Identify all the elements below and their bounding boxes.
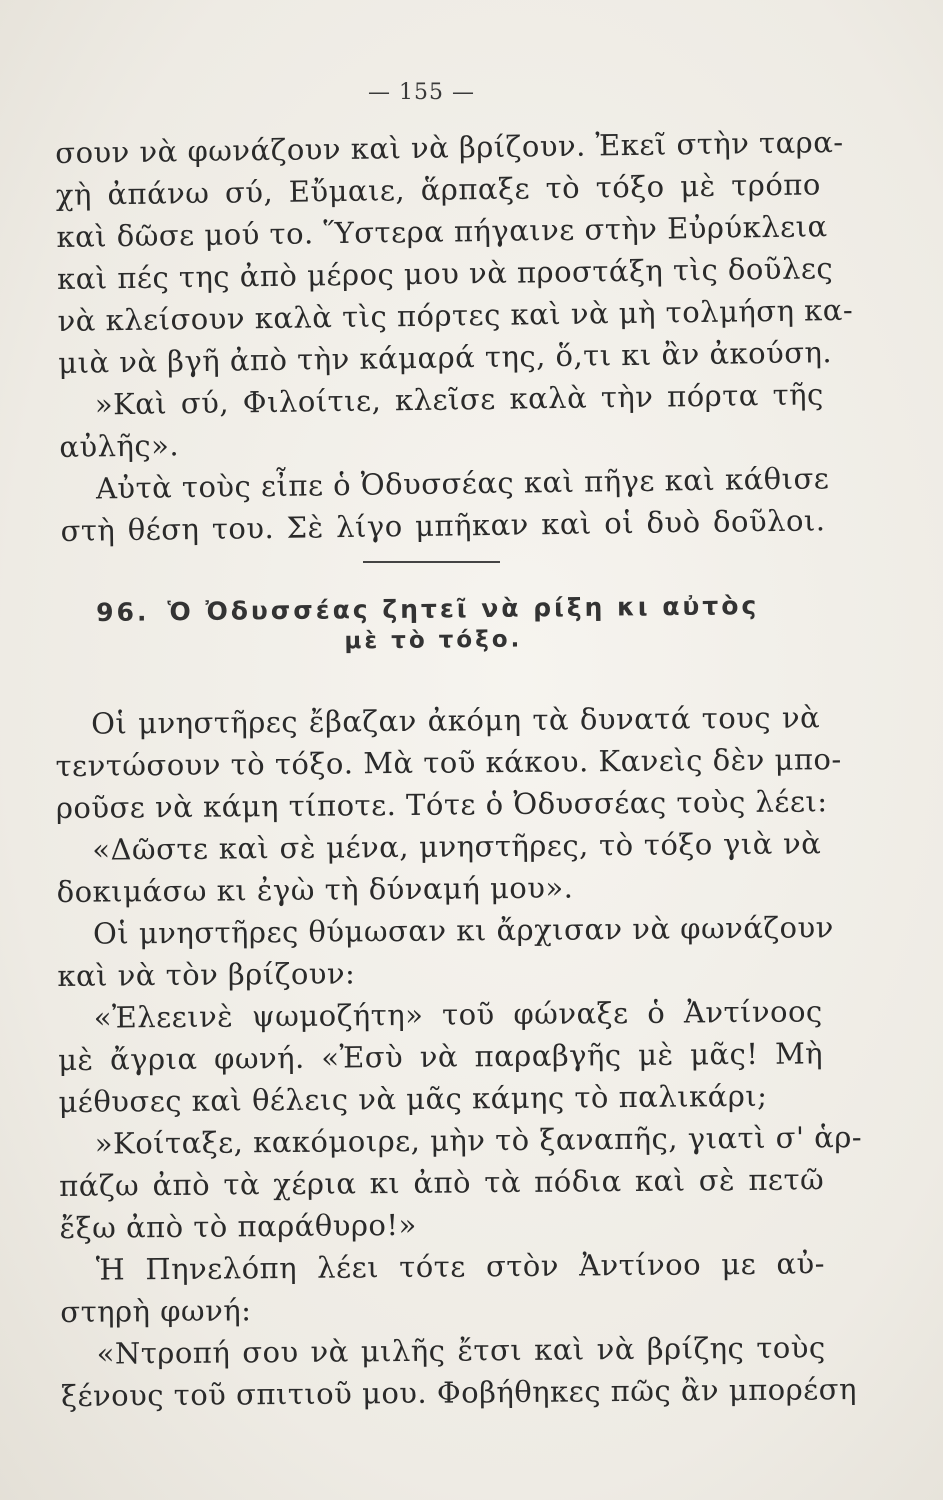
section-divider <box>363 561 500 563</box>
text-line: μιὰ νὰ βγῆ ἀπὸ τὴν κάμαρά της, ὅ,τι κι ἂν ἀκούση. <box>57 335 833 380</box>
section-title: Ὁ Ὀδυσσέας ζητεῖ νὰ ρίξη κι αὐτὸς <box>167 591 760 627</box>
text-line: »Καὶ σύ, Φιλοίτιε, κλεῖσε καλὰ τὴν πόρτα τῆς <box>94 377 824 422</box>
text-line: αὐλῆς». <box>59 428 180 464</box>
page-number: — 155 — <box>368 80 475 105</box>
text-block-upper <box>55 121 854 552</box>
text-line: καὶ νὰ τὸν βρίζουν: <box>57 956 356 993</box>
text-line: Οἱ μνηστῆρες ἔβαζαν ἀκόμη τὰ δυνατά τους νὰ <box>91 700 821 741</box>
text-line: τεντώσουν τὸ τόξο. Μὰ τοῦ κάκου. Κανεὶς δὲν μπο- <box>55 742 842 783</box>
text-line: στηρὴ φωνή: <box>60 1293 252 1329</box>
text-line: καὶ δῶσε μού το. Ὕστερα πήγαινε στὴν Εὐρύκλεια <box>56 209 828 254</box>
text-line: Οἱ μνηστῆρες θύμωσαν κι ἄρχισαν νὰ φωνάζουν <box>92 910 834 951</box>
text-line: μὲ ἄγρια φωνή. «Ἐσὺ νὰ παραβγῆς μὲ μᾶς! Μὴ <box>57 1036 824 1077</box>
text-line: ξένους τοῦ σπιτιοῦ μου. Φοβήθηκες πῶς ἂν μπορέση <box>60 1372 858 1413</box>
text-line: καὶ πές της ἀπὸ μέρος μου νὰ προστάξη τὶς δοῦλες <box>56 251 834 296</box>
text-line: χὴ ἀπάνω σύ, Εὔμαιε, ἅρπαξε τὸ τόξο μὲ τρόπο <box>55 167 822 212</box>
section-title-line-1 <box>96 591 796 627</box>
text-line: ροῦσε νὰ κάμη τίποτε. Τότε ὁ Ὀδυσσέας τοὺς λέει: <box>55 784 828 825</box>
text-line: σουν νὰ φωνάζουν καὶ νὰ βρίζουν. Ἐκεῖ στὴν ταρα- <box>55 124 844 170</box>
text-line: δοκιμάσω κι ἐγὼ τὴ δύναμή μου». <box>56 870 574 909</box>
section-heading <box>96 591 797 657</box>
text-line: στὴ θέση του. Σὲ λίγο μπῆκαν καὶ οἱ δυὸ δοῦλοι. <box>60 503 826 548</box>
text-block-lower <box>55 696 863 1417</box>
text-line: μέθυσες καὶ θέλεις νὰ μᾶς κάμης τὸ παλικάρι; <box>58 1078 768 1119</box>
text-line: πάζω ἀπὸ τὰ χέρια κι ἀπὸ τὰ πόδια καὶ σὲ πετῶ <box>59 1162 825 1203</box>
text-line: Αὐτὰ τοὺς εἶπε ὁ Ὀδυσσέας καὶ πῆγε καὶ κάθισε <box>95 461 830 506</box>
text-line: Ἡ Πηνελόπη λέει τότε στὸν Ἀντίνοο με αὐ- <box>95 1246 826 1287</box>
text-line: νὰ κλείσουν καλὰ τὶς πόρτες καὶ νὰ μὴ τολμήση κα- <box>57 292 854 338</box>
text-line: ἔξω ἀπὸ τὸ παράθυρο!» <box>59 1207 417 1245</box>
text-line: «Δῶστε καὶ σὲ μένα, μνηστῆρες, τὸ τόξο γιὰ νὰ <box>92 826 822 867</box>
text-line: «Ντροπή σου νὰ μιλῆς ἔτσι καὶ νὰ βρίζης τοὺς <box>96 1330 826 1371</box>
section-title-line-2: μὲ τὸ τόξο. <box>344 626 523 655</box>
section-number: 96. <box>96 597 150 627</box>
text-line: «Ἐλεεινὲ ψωμοζήτη» τοῦ φώναξε ὁ Ἀντίνοος <box>93 994 823 1035</box>
text-line: »Κοίταξε, κακόμοιρε, μὴν τὸ ξαναπῆς, γιατὶ σ' ἁρ- <box>94 1119 863 1161</box>
